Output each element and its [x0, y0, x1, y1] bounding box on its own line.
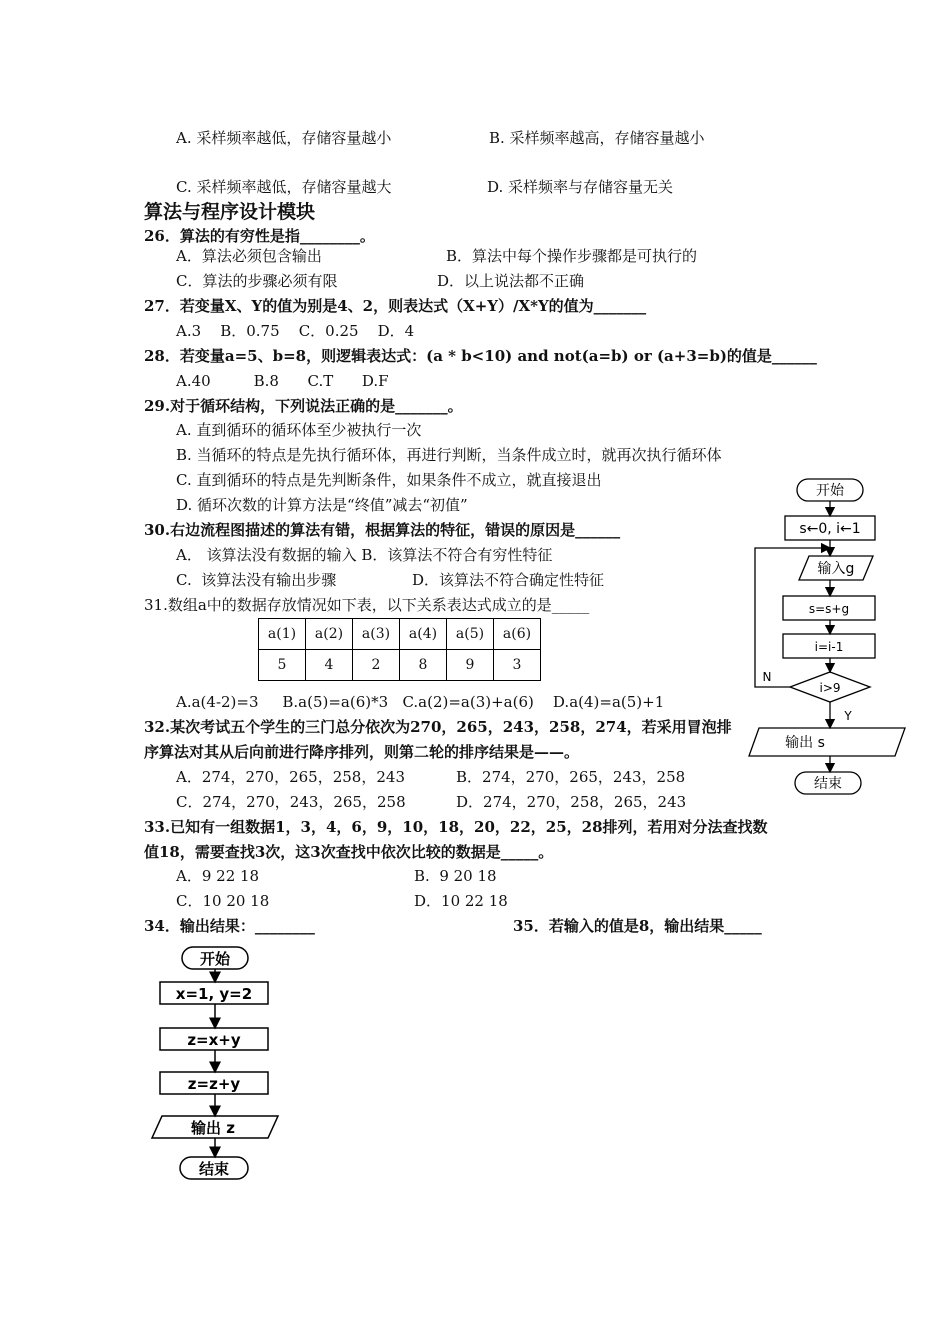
- flow-no-label: N: [762, 670, 772, 684]
- intro-option-b: B. 采样频率越高，存储容量越小: [489, 129, 705, 147]
- q30-stem: 30.右边流程图描述的算法有错，根据算法的特征，错误的原因是______: [144, 521, 621, 539]
- q29-option-b: B. 当循环的特点是先执行循环体，再进行判断，当条件成立时，就再次执行循环体: [176, 446, 722, 464]
- q33-option-a: A．9 22 18: [176, 867, 260, 885]
- intro-option-a: A. 采样频率越低，存储容量越小: [176, 129, 392, 147]
- flowchart-left: [150, 944, 290, 1184]
- table-cell: 9: [447, 650, 494, 681]
- flow-end-label: 结束: [198, 1160, 230, 1178]
- table-header-cell: a(2): [306, 619, 353, 650]
- flow-step-label: z=x+y: [187, 1031, 241, 1049]
- flow-step-label: i=i-1: [814, 640, 844, 654]
- flow-input-label: 输入g: [817, 561, 855, 577]
- q31-stem: 31.数组a中的数据存放情况如下表，以下关系表达式成立的是_____: [144, 596, 590, 614]
- q32-option-d: D．274，270，258，265，243: [456, 793, 687, 811]
- table-header-cell: a(5): [447, 619, 494, 650]
- q29-option-d: D. 循环次数的计算方法是“终值”减去“初值”: [176, 496, 468, 514]
- q29-stem: 29.对于循环结构，下列说法正确的是_______。: [144, 397, 463, 415]
- q33-option-d: D．10 22 18: [414, 892, 508, 910]
- q26-option-a: A．算法必须包含输出: [176, 247, 322, 265]
- flow-output-label: 输出 s: [785, 735, 825, 751]
- table-cell: 3: [494, 650, 541, 681]
- table-header-cell: a(3): [353, 619, 400, 650]
- q26-option-d: D．以上说法都不正确: [437, 272, 585, 290]
- flow-condition-label: i>9: [819, 681, 841, 695]
- q32-option-c: C．274，270，243，265，258: [176, 793, 406, 811]
- q28-stem: 28．若变量a=5、b=8，则逻辑表达式：(a * b<10) and not(a=b) or (a+3=b)的值是______: [144, 347, 817, 365]
- q33-stem-line2: 值18，需要查找3次，这3次查找中依次比较的数据是_____。: [144, 843, 554, 861]
- table-cell: 4: [306, 650, 353, 681]
- q28-options: A.40 B.8 C.T D.F: [176, 372, 389, 390]
- flow-yes-label: Y: [844, 709, 852, 723]
- table-cell: 5: [259, 650, 306, 681]
- intro-option-c: C. 采样频率越低，存储容量越大: [176, 178, 392, 196]
- q32-option-a: A．274，270，265，258，243: [176, 768, 405, 786]
- q32-option-b: B．274，270，265，243，258: [456, 768, 686, 786]
- flow-start-label: 开始: [199, 950, 231, 968]
- q32-stem-line1: 32.某次考试五个学生的三门总分依次为270，265，243，258，274，若采用冒泡排: [144, 718, 732, 736]
- q33-option-c: C．10 20 18: [176, 892, 270, 910]
- table-header-cell: a(4): [400, 619, 447, 650]
- q29-option-a: A. 直到循环的循环体至少被执行一次: [176, 421, 422, 439]
- q35-stem: 35．若输入的值是8，输出结果_____: [513, 917, 762, 935]
- q26-option-b: B．算法中每个操作步骤都是可执行的: [446, 247, 698, 265]
- q30-option-ab: A． 该算法没有数据的输入 B．该算法不符合有穷性特征: [176, 546, 553, 564]
- table-row: [259, 650, 541, 681]
- q30-option-d: D．该算法不符合确定性特征: [412, 571, 605, 589]
- q29-option-c: C. 直到循环的特点是先判断条件，如果条件不成立，就直接退出: [176, 471, 602, 489]
- q33-option-b: B. 9 20 18: [414, 867, 497, 885]
- flow-init-label: s←0, i←1: [799, 521, 861, 537]
- q26-stem: 26．算法的有穷性是指________。: [144, 227, 375, 245]
- table-header-cell: a(1): [259, 619, 306, 650]
- q32-stem-line2: 序算法对其从后向前进行降序排列，则第二轮的排序结果是——。: [144, 743, 580, 761]
- flowchart-right: [745, 474, 915, 804]
- intro-option-d: D. 采样频率与存储容量无关: [487, 178, 674, 196]
- flow-step-label: z=z+y: [187, 1075, 241, 1093]
- flow-output-box: [749, 728, 905, 756]
- flow-start-label: 开始: [816, 483, 844, 499]
- flow-output-label: 输出 z: [191, 1119, 235, 1137]
- flow-step-label: s=s+g: [808, 602, 850, 616]
- array-table: [258, 618, 541, 681]
- q34-stem: 34．输出结果：________: [144, 917, 315, 935]
- section-title: 算法与程序设计模块: [144, 201, 316, 223]
- q33-stem-line1: 33.已知有一组数据1，3，4，6，9，10，18，20，22，25，28排列，若用对分法查找数: [144, 818, 768, 836]
- q27-stem: 27．若变量X、Y的值为别是4、2，则表达式（X+Y）/X*Y的值为_______: [144, 297, 647, 315]
- q30-option-c: C. 该算法没有输出步骤: [176, 571, 337, 589]
- table-row: [259, 619, 541, 650]
- table-cell: 2: [353, 650, 400, 681]
- flow-init-label: x=1, y=2: [175, 985, 253, 1003]
- q26-option-c: C．算法的步骤必须有限: [176, 272, 338, 290]
- table-cell: 8: [400, 650, 447, 681]
- table-header-cell: a(6): [494, 619, 541, 650]
- q27-options: A.3 B．0.75 C．0.25 D．4: [176, 322, 415, 340]
- q31-options: A.a(4-2)=3 B.a(5)=a(6)*3 C.a(2)=a(3)+a(6) D.a(4)=a(5)+1: [176, 693, 665, 711]
- flow-end-label: 结束: [814, 776, 842, 792]
